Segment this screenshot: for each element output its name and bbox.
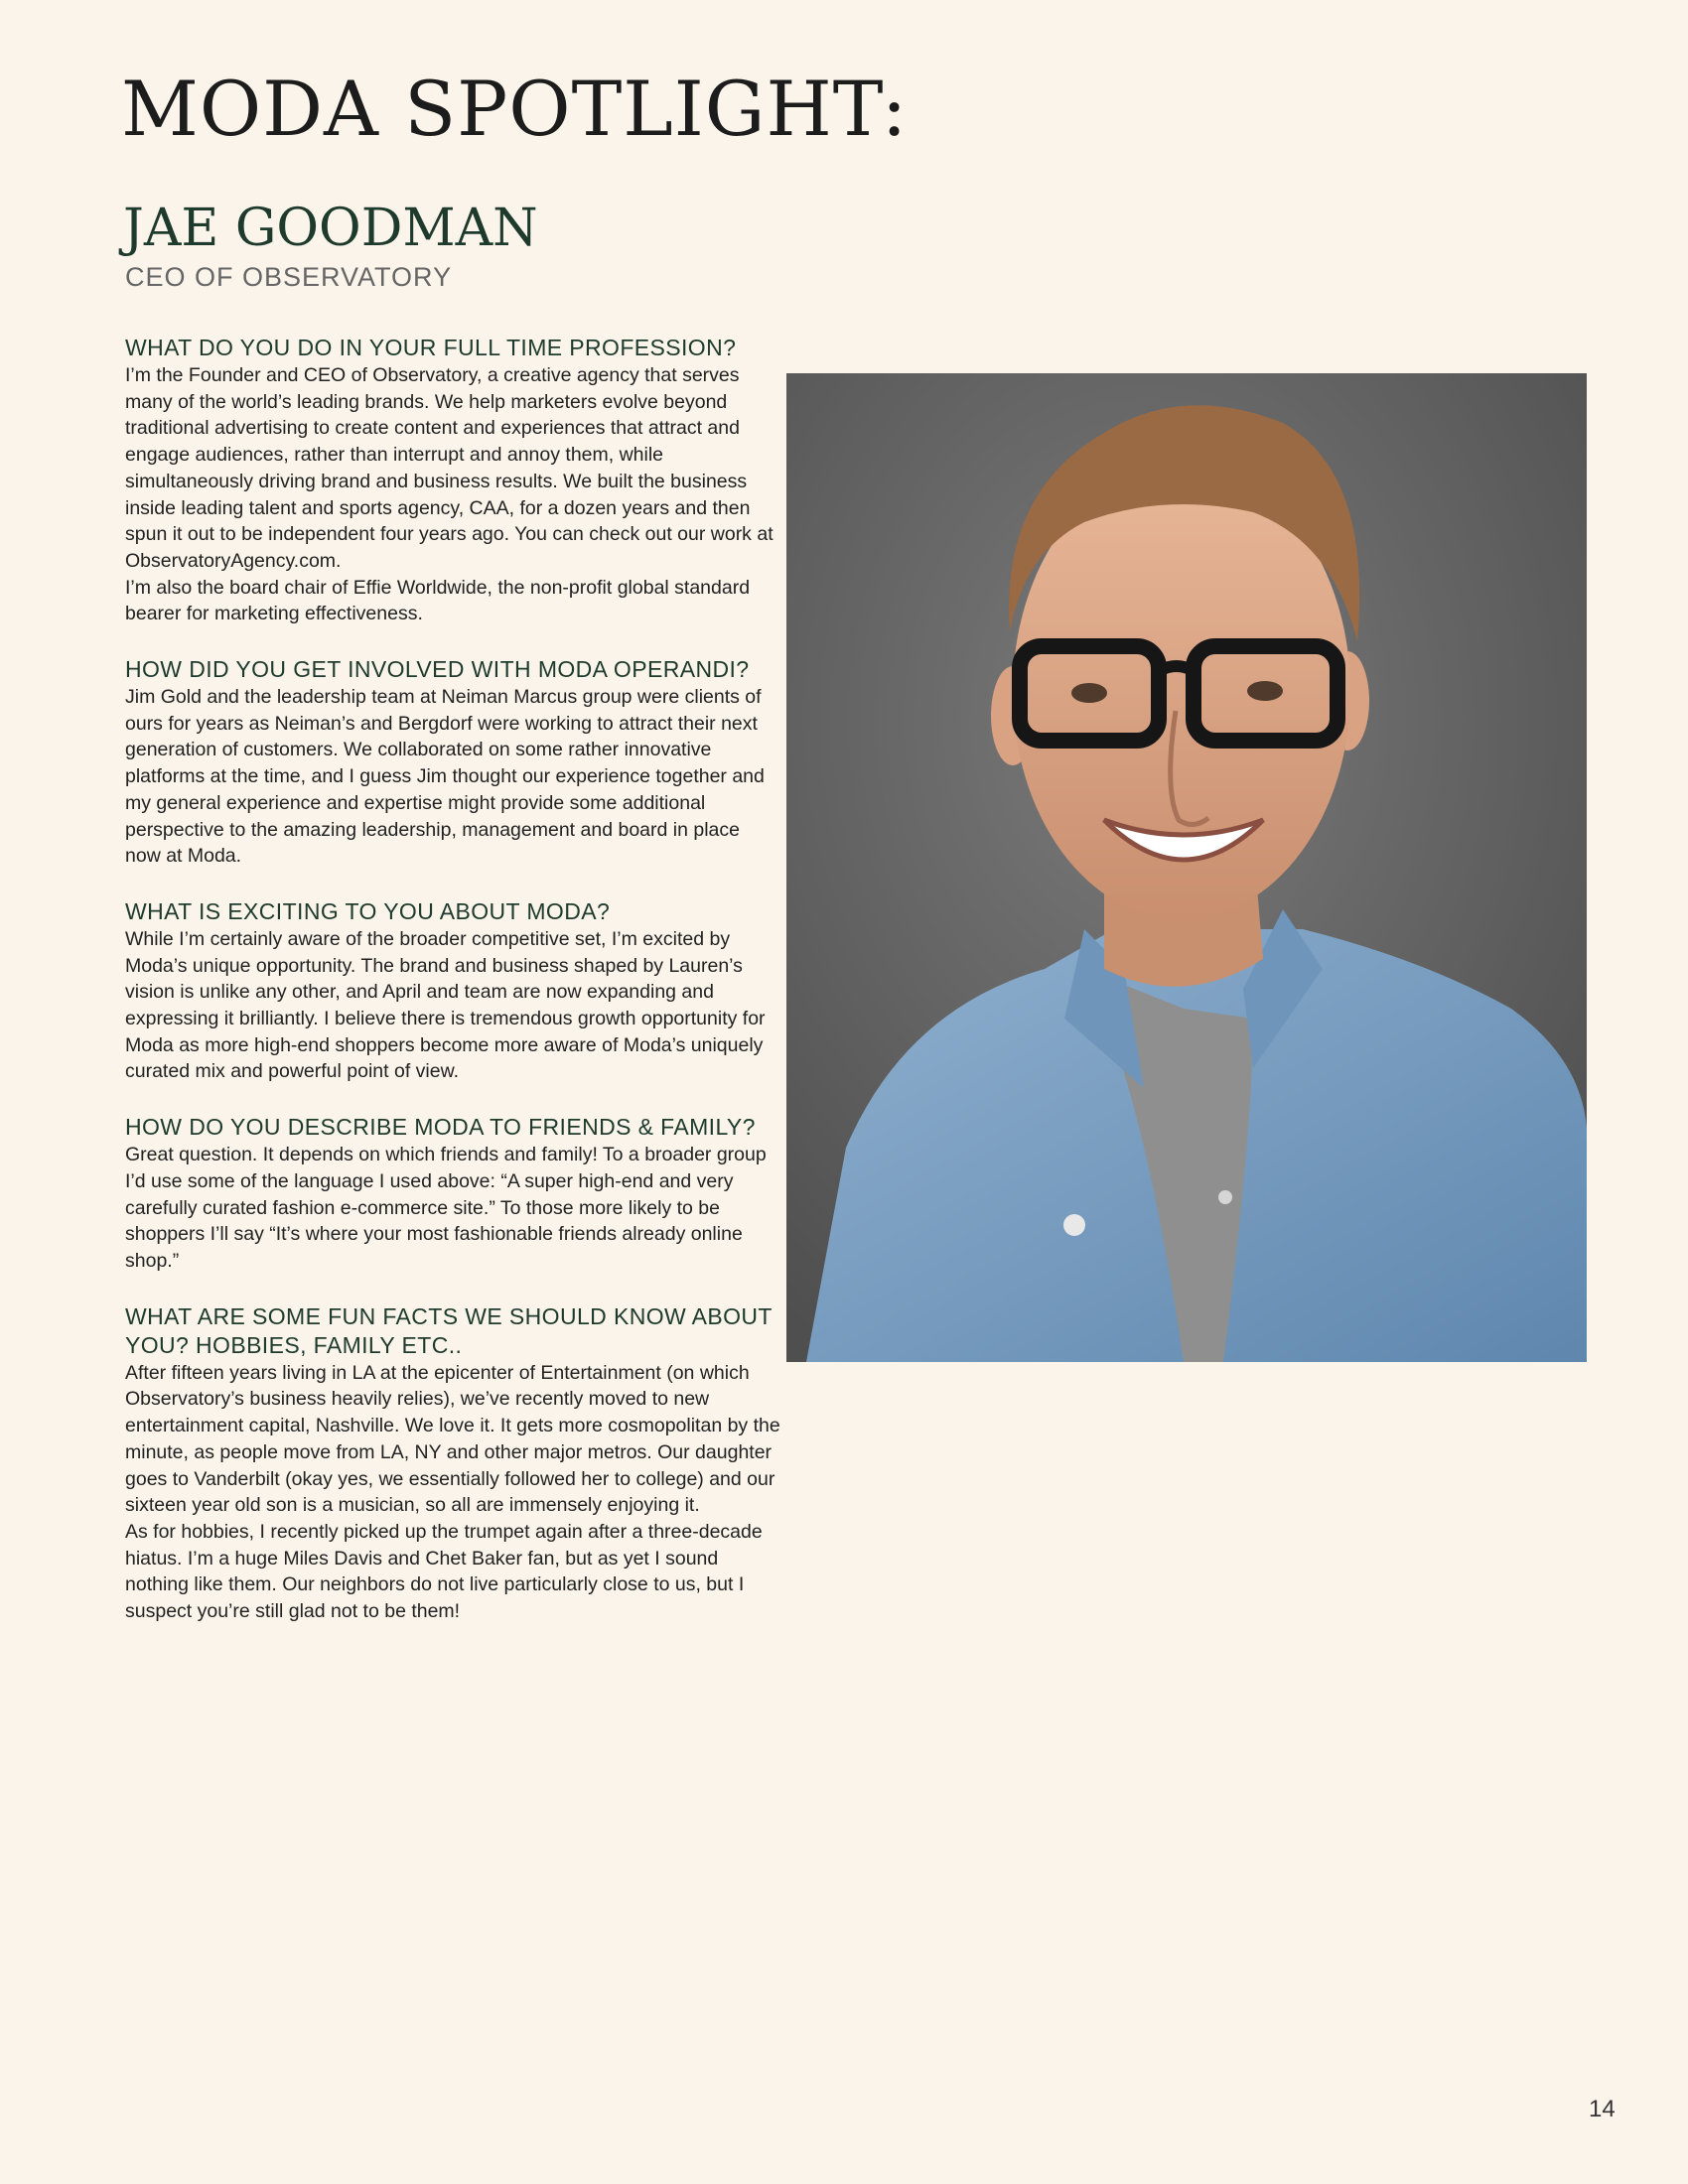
qa-block (125, 897, 780, 1085)
qa-question: HOW DO YOU DESCRIBE MODA TO FRIENDS & FAMILY? (125, 1114, 756, 1141)
qa-question: WHAT DO YOU DO IN YOUR FULL TIME PROFESSION? (125, 335, 737, 360)
answer-paragraph: After fifteen years living in LA at the epicenter of Entertainment (on which Observatory’s business heavily relies), we’ve recently moved to new entertainment capital, Nashville. We love it. It gets more cosmopolitan by the minute, as people move from LA, NY and other major metros. Our daughter goes to Vanderbilt (okay yes, we essentially followed her to college) and our sixteen year old son is a musician, so all are immensely enjoying it. (125, 1361, 780, 1517)
answer-paragraph: Great question. It depends on which friends and family! To a broader group I’d use some of the language I used above: “A super high-end and very carefully curated fashion e-commerce site.” To those more likely to be shoppers I’ll say “It’s where your most fashionable friends already online shop.” (125, 1144, 767, 1272)
answer-paragraph: I’m the Founder and CEO of Observatory, a creative agency that serves many of the world’s leading brands. We help marketers evolve beyond traditional advertising to create content and experiences that attract and engage audiences, rather than interrupt and annoy them, while simultaneously driving brand and business results. We built the business inside leading talent and sports agency, CAA, for a dozen years and then spun it out to be independent four years ago. You can check out our work at ObservatoryAgency.com. (125, 364, 774, 572)
answer-paragraph: While I’m certainly aware of the broader competitive set, I’m excited by Moda’s unique opportunity. The brand and business shaped by Lauren’s vision is unlike any other, and April and team are now expanding and expressing it brilliantly. I believe there is tremendous growth opportunity for Moda as more high-end shoppers become more aware of Moda’s uniquely curated mix and powerful point of view. (125, 927, 766, 1083)
page-number: 14 (1589, 2096, 1616, 2122)
answer-paragraph: I’m also the board chair of Effie Worldwide, the non-profit global standard bearer for marketing effectiveness. (125, 576, 751, 625)
qa-question: HOW DID YOU GET INVOLVED WITH MODA OPERANDI? (125, 656, 750, 683)
portrait-photo (786, 373, 1587, 1362)
qa-block (125, 1302, 780, 1625)
qa-answer (125, 362, 780, 627)
qa-answer (125, 684, 780, 870)
qa-question: WHAT ARE SOME FUN FACTS WE SHOULD KNOW ABOUT YOU? HOBBIES, FAMILY ETC.. (125, 1302, 773, 1358)
qa-block (125, 1113, 780, 1275)
person-name: JAE GOODMAN (123, 199, 538, 258)
qa-answer (125, 926, 780, 1085)
qa-answer (125, 1142, 780, 1275)
qa-answer (125, 1360, 780, 1625)
answer-paragraph: Jim Gold and the leadership team at Neiman Marcus group were clients of ours for years as Neiman’s and Bergdorf were working to attract their next generation of customers. We collaborated on some rather innovative platforms at the time, and I guess Jim thought our experience together and my general experience and expertise might provide some additional perspective to the amazing leadership, management and board in place now at Moda. (125, 686, 765, 868)
answer-paragraph: As for hobbies, I recently picked up the trumpet again after a three-decade hiatus. I’m a huge Miles Davis and Chet Baker fan, but as yet I sound nothing like them. Our neighbors do not live particularly close to us, but I suspect you’re still glad not to be them! (125, 1520, 763, 1623)
qa-question: WHAT IS EXCITING TO YOU ABOUT MODA? (125, 897, 611, 924)
person-role: CEO OF OBSERVATORY (125, 262, 453, 292)
page-title: MODA SPOTLIGHT: (121, 65, 909, 153)
interview-column (125, 334, 780, 1653)
qa-block (125, 655, 780, 870)
qa-block (125, 334, 780, 627)
